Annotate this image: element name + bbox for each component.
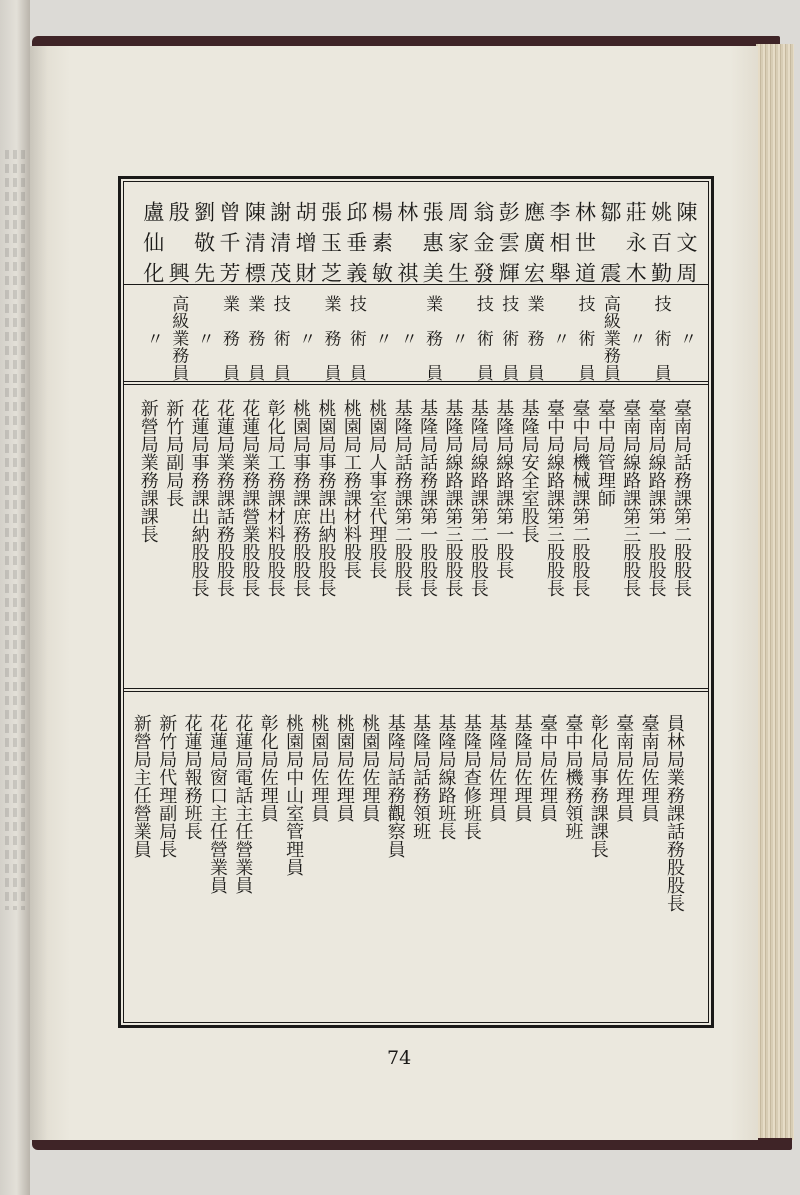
- job-title: 技術員: [269, 295, 290, 381]
- person-name: 盧仙化: [140, 201, 165, 283]
- new-position: 桃園局事務課庶務股股長: [290, 399, 312, 597]
- new-position: 基隆局安全室股長: [518, 399, 540, 543]
- previous-page-text-marks: [5, 150, 25, 910]
- person-name: 邱垂義: [343, 201, 368, 283]
- previous-position: 臺中局機務領班: [562, 714, 584, 840]
- previous-position: 新營局主任營業員: [130, 714, 152, 858]
- job-title: 〃: [295, 329, 316, 347]
- new-position: 臺南局話務課第二股股長: [671, 399, 692, 597]
- new-position: 基隆局線路課第二股股長: [467, 399, 489, 597]
- personnel-table: [118, 176, 714, 1028]
- new-position: 新營局業務課課長: [137, 399, 159, 543]
- previous-position: 桃園局佐理員: [333, 714, 355, 822]
- job-title: 業務員: [218, 295, 239, 381]
- previous-position: 臺南局佐理員: [638, 714, 660, 822]
- previous-position: 臺南局佐理員: [613, 714, 635, 822]
- job-title: 〃: [447, 329, 468, 347]
- table-columns: [121, 179, 711, 1025]
- job-title: 技術員: [498, 295, 519, 381]
- job-title: 業務員: [244, 295, 265, 381]
- new-position: 臺南局線路課第三股股長: [620, 399, 642, 597]
- person-name: 李相舉: [547, 201, 572, 283]
- previous-position: 花蓮局報務班長: [181, 714, 203, 840]
- previous-position: 桃園局佐理員: [359, 714, 381, 822]
- previous-position: 彰化局佐理員: [257, 714, 279, 822]
- person-name: 鄒震: [597, 201, 622, 283]
- job-title: 業務員: [320, 295, 341, 381]
- previous-position: 桃園局佐理員: [308, 714, 330, 822]
- table-column: [664, 179, 698, 1025]
- new-position: 桃園局事務課出納股股長: [315, 399, 337, 597]
- job-title: 業務員: [523, 295, 544, 381]
- new-position: 臺中局機械課第二股股長: [569, 399, 591, 597]
- new-position: 花蓮局業務課營業股股長: [239, 399, 261, 597]
- previous-page-edge: [0, 0, 30, 1195]
- person-name: 胡增財: [293, 201, 318, 283]
- new-position: 基隆局話務課第二股股長: [391, 399, 413, 597]
- job-title: 〃: [676, 329, 696, 347]
- previous-position: 基隆局查修班長: [460, 714, 482, 840]
- previous-position: 桃園局中山室管理員: [283, 714, 305, 876]
- person-name: 周家生: [445, 201, 470, 283]
- person-name: 林世道: [572, 201, 597, 283]
- person-name: 張惠美: [420, 201, 445, 283]
- new-position: 花蓮局業務課話務股股長: [213, 399, 235, 597]
- new-position: 基隆局線路課第三股股長: [442, 399, 464, 597]
- person-name: 彭雲輝: [496, 201, 521, 283]
- job-title: 高級業務員: [599, 295, 620, 381]
- person-name: 殷興: [166, 201, 191, 283]
- job-title: 〃: [549, 329, 570, 347]
- person-name: 姚百勤: [648, 201, 673, 283]
- new-position: 臺南局線路課第一股股長: [645, 399, 667, 597]
- person-name: 張玉芝: [318, 201, 343, 283]
- previous-position: 臺中局佐理員: [537, 714, 559, 822]
- job-title: 〃: [142, 329, 163, 347]
- previous-position: 基隆局佐理員: [511, 714, 533, 822]
- previous-position: 基隆局話務觀察員: [384, 714, 406, 858]
- job-title: 技術員: [650, 295, 671, 381]
- new-position: 桃園局人事室代理股長: [366, 399, 388, 579]
- new-position: 新竹局副局長: [163, 399, 185, 507]
- previous-position: 基隆局話務領班: [410, 714, 432, 840]
- previous-position: 彰化局事務課課長: [587, 714, 609, 858]
- new-position: 臺中局線路課第三股股長: [544, 399, 566, 597]
- person-name: 林祺: [394, 201, 419, 283]
- person-name: 應廣宏: [521, 201, 546, 283]
- job-title: 〃: [396, 329, 417, 347]
- new-position: 臺中局管理師: [594, 399, 616, 507]
- person-name: 楊素敏: [369, 201, 394, 283]
- new-position: 基隆局線路課第一股長: [493, 399, 515, 579]
- job-title: 〃: [371, 329, 392, 347]
- person-name: 曾千芳: [216, 201, 241, 283]
- previous-position: 員林局業務課話務股股長: [664, 714, 685, 912]
- previous-position: 基隆局線路班長: [435, 714, 457, 840]
- job-title: 高級業務員: [168, 295, 189, 381]
- job-title: 〃: [193, 329, 214, 347]
- new-position: 基隆局話務課第一股股長: [417, 399, 439, 597]
- previous-position: 花蓮局窗口主任營業員: [206, 714, 228, 894]
- new-position: 彰化局工務課材料股股長: [264, 399, 286, 597]
- person-name: 劉敬先: [191, 201, 216, 283]
- person-name: 莊永木: [623, 201, 648, 283]
- person-name: 陳清標: [242, 201, 267, 283]
- job-title: 技術員: [574, 295, 595, 381]
- job-title: 業務員: [422, 295, 443, 381]
- job-title: 技術員: [345, 295, 366, 381]
- new-position: 桃園局工務課材料股長: [340, 399, 362, 579]
- book-page-edges: [756, 44, 794, 1140]
- job-title: 技術員: [472, 295, 493, 381]
- new-position: 花蓮局事務課出納股股長: [188, 399, 210, 597]
- page-number: 74: [387, 1047, 412, 1069]
- person-name: 陳文周: [674, 201, 698, 283]
- person-name: 謝清茂: [267, 201, 292, 283]
- previous-position: 基隆局佐理員: [486, 714, 508, 822]
- job-title: 〃: [625, 329, 646, 347]
- previous-position: 花蓮局電話主任營業員: [232, 714, 254, 894]
- previous-position: 新竹局代理副局長: [156, 714, 178, 858]
- person-name: 翁金發: [470, 201, 495, 283]
